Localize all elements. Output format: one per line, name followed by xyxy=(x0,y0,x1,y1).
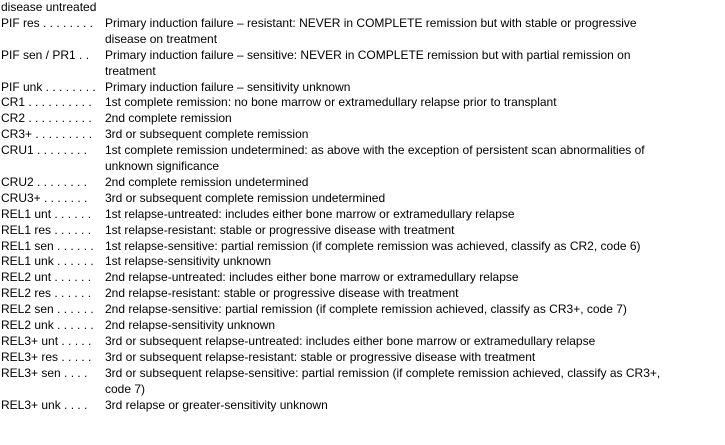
definition-entry xyxy=(1,175,723,191)
definition-entry xyxy=(1,318,723,334)
definition-entry xyxy=(1,80,723,96)
definition-list xyxy=(1,16,723,414)
definition-term: REL3+ unt . . . . . xyxy=(1,334,92,349)
description-line: 1st complete remission undetermined: as above with the exception of persistent scan abnormalities of xyxy=(105,143,645,158)
definition-term: REL1 unk . . . . . . xyxy=(1,254,94,269)
definition-term: PIF res . . . . . . . . xyxy=(1,15,94,30)
definition-description xyxy=(105,350,723,366)
description-line: 1st relapse-sensitivity unknown xyxy=(105,254,272,269)
definition-term: CRU3+ . . . . . . . xyxy=(1,190,88,205)
description-line: 2nd relapse-untreated: includes either bone marrow or extramedullary relapse xyxy=(105,270,519,285)
definition-term: REL3+ unk . . . . xyxy=(1,397,88,412)
description-line: 3rd or subsequent complete remission xyxy=(105,127,309,142)
description-line: code 7) xyxy=(105,381,146,396)
definition-description xyxy=(105,239,723,255)
description-line: Primary induction failure – resistant: NEVER in COMPLETE remission but with stable or progressive xyxy=(105,15,637,30)
description-line: Primary induction failure – sensitivity unknown xyxy=(105,79,351,94)
description-line: disease on treatment xyxy=(105,31,218,46)
intro-text: disease untreated xyxy=(1,0,97,14)
definition-description xyxy=(105,95,723,111)
description-line: 2nd complete remission undetermined xyxy=(105,174,309,189)
definition-description xyxy=(105,366,723,398)
definition-description xyxy=(105,398,723,414)
definition-entry xyxy=(1,398,723,414)
definition-description xyxy=(105,302,723,318)
description-line: 3rd or subsequent relapse-resistant: stable or progressive disease with treatment xyxy=(105,349,536,364)
definition-entry xyxy=(1,239,723,255)
definition-entry xyxy=(1,223,723,239)
definition-term: REL3+ res . . . . . xyxy=(1,349,92,364)
definition-entry xyxy=(1,95,723,111)
definition-term: PIF unk . . . . . . . . xyxy=(1,79,96,94)
definition-term: CR3+ . . . . . . . . . xyxy=(1,127,93,142)
definition-entry xyxy=(1,286,723,302)
definition-description xyxy=(105,127,723,143)
description-line: 1st relapse-resistant: stable or progressive disease with treatment xyxy=(105,222,455,237)
description-line: 3rd or subsequent relapse-sensitive: partial remission (if complete remission achieved, classify as CR3+, xyxy=(105,365,661,380)
definition-description xyxy=(105,334,723,350)
definition-description xyxy=(105,207,723,223)
description-line: 1st complete remission: no bone marrow or extramedullary relapse prior to transplant xyxy=(105,95,557,110)
description-line: 3rd or subsequent complete remission undetermined xyxy=(105,190,386,205)
definition-entry xyxy=(1,111,723,127)
definition-description xyxy=(105,286,723,302)
definition-description xyxy=(105,80,723,96)
description-line: 1st relapse-untreated: includes either bone marrow or extramedullary relapse xyxy=(105,206,515,221)
definition-entry xyxy=(1,48,723,80)
description-line: 3rd or subsequent relapse-untreated: includes either bone marrow or extramedullary relapse xyxy=(105,334,596,349)
definition-term: REL2 sen . . . . . . xyxy=(1,302,94,317)
definition-entry xyxy=(1,143,723,175)
definition-description xyxy=(105,318,723,334)
definition-description xyxy=(105,48,723,80)
definition-entry xyxy=(1,254,723,270)
definition-term: REL2 unk . . . . . . xyxy=(1,318,94,333)
description-line: 1st relapse-sensitive: partial remission (if complete remission was achieved, classify as CR2, code 6) xyxy=(105,238,641,253)
definition-entry xyxy=(1,350,723,366)
definition-term: CR1 . . . . . . . . . . xyxy=(1,95,92,110)
definition-entry xyxy=(1,207,723,223)
description-line: unknown significance xyxy=(105,159,220,174)
description-line: 2nd relapse-sensitive: partial remission (if complete remission achieved, classify as CR3+, code 7) xyxy=(105,302,627,317)
definition-term: REL1 res . . . . . . xyxy=(1,222,92,237)
definition-description xyxy=(105,254,723,270)
definition-term: PIF sen / PR1 . . xyxy=(1,47,90,62)
definition-entry xyxy=(1,270,723,286)
description-line: 3rd relapse or greater-sensitivity unknown xyxy=(105,397,328,412)
definition-description xyxy=(105,16,723,48)
definition-term: REL1 unt . . . . . . xyxy=(1,206,92,221)
definition-term: REL2 res . . . . . . xyxy=(1,286,92,301)
definition-entry xyxy=(1,127,723,143)
definition-description xyxy=(105,143,723,175)
description-line: Primary induction failure – sensitive: NEVER in COMPLETE remission but with partial remission on xyxy=(105,47,631,62)
definition-description xyxy=(105,223,723,239)
description-line: 2nd complete remission xyxy=(105,111,232,126)
definition-description xyxy=(105,175,723,191)
definition-entry xyxy=(1,302,723,318)
description-line: treatment xyxy=(105,63,156,78)
definition-description xyxy=(105,111,723,127)
definition-term: REL1 sen . . . . . . xyxy=(1,238,94,253)
document-body xyxy=(1,0,723,414)
definition-entry xyxy=(1,16,723,48)
definition-entry xyxy=(1,366,723,398)
definition-term: CR2 . . . . . . . . . . xyxy=(1,111,92,126)
definition-description xyxy=(105,270,723,286)
definition-term: REL3+ sen . . . . xyxy=(1,365,88,380)
description-line: 2nd relapse-resistant: stable or progressive disease with treatment xyxy=(105,286,459,301)
description-line: 2nd relapse-sensitivity unknown xyxy=(105,318,276,333)
definition-term: CRU2 . . . . . . . . xyxy=(1,174,88,189)
definition-entry xyxy=(1,191,723,207)
definition-entry xyxy=(1,334,723,350)
definition-term: REL2 unt . . . . . . xyxy=(1,270,92,285)
definition-term: CRU1 . . . . . . . . xyxy=(1,143,88,158)
definition-description xyxy=(105,191,723,207)
